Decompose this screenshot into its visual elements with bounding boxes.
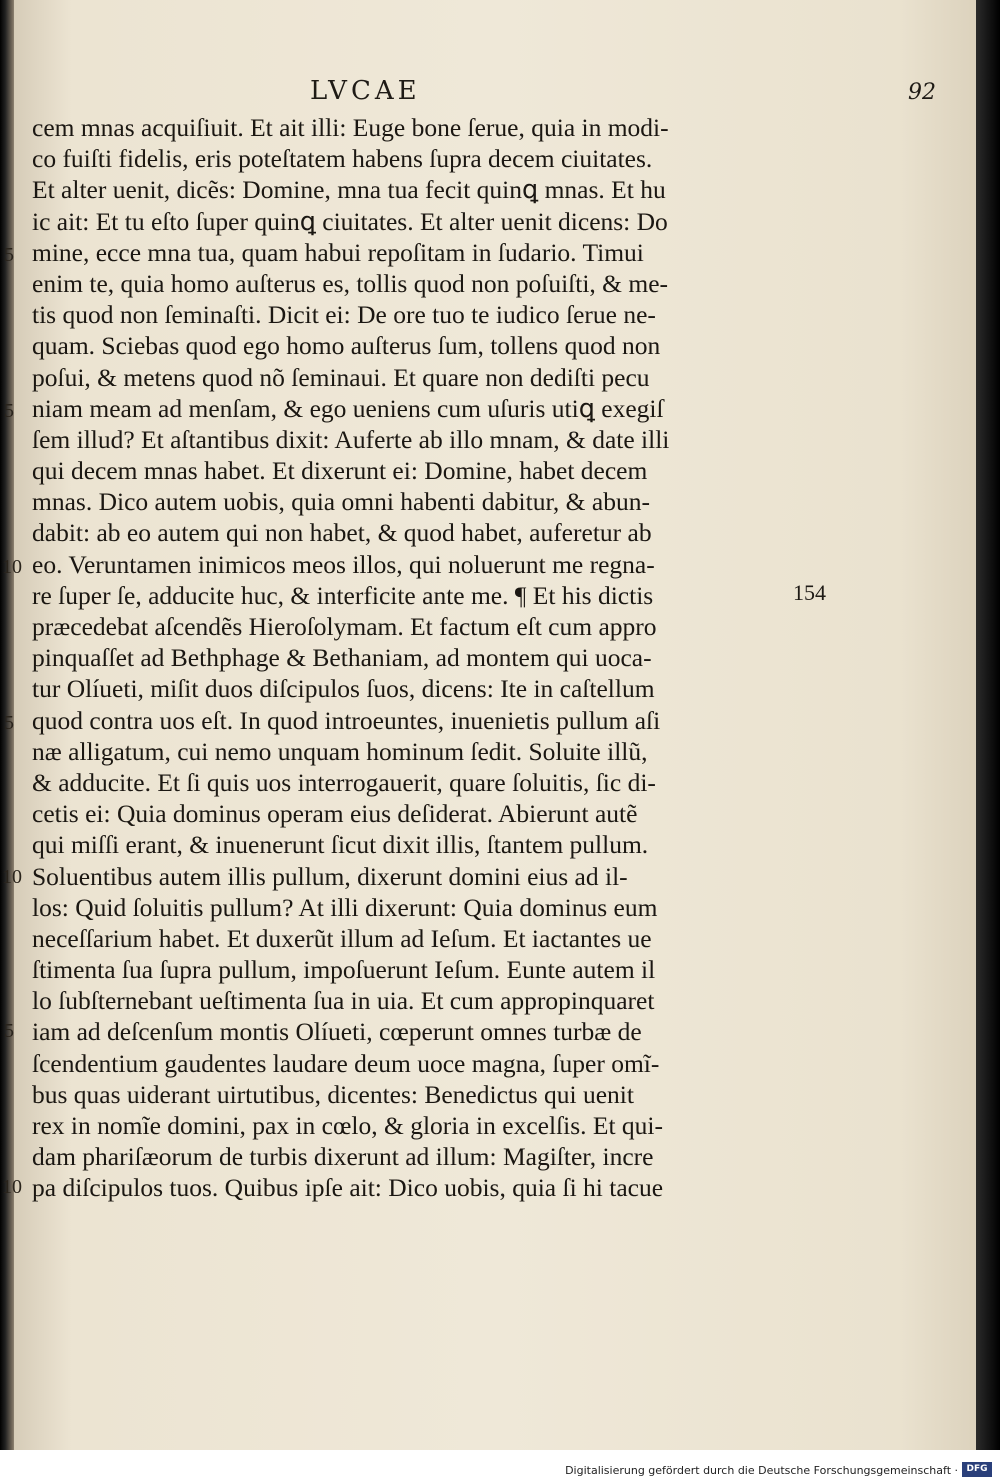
text-line: næ alligatum, cui nemo unquam hominum ſedit. Soluite illũ, [32,736,648,766]
text-line: re ſuper ſe, adducite huc, & interficite ante me. ¶ Et his dictis [32,580,654,610]
text-line: co fuiſti fidelis, eris poteſtatem habens ſupra decem ciuitates. [32,144,653,174]
margin-section-number: 154 [793,580,826,605]
digitization-credit: Digitalisierung gefördert durch die Deutsche Forschungsgemeinschaft · [565,1464,958,1477]
text-line: neceſſarium habet. Et duxerũt illum ad Ieſum. Et iactantes ue [32,923,652,953]
text-line: dabit: ab eo autem qui non habet, & quod habet, auferetur ab [32,518,652,548]
text-line: eo. Veruntamen inimicos meos illos, qui noluerunt me regna- [32,549,655,579]
left-margin-mark: 5 [4,712,14,734]
left-margin-mark: 5 [4,400,14,422]
text-line: cem mnas acquiſiuit. Et ait illi: Euge bone ſerue, quia in modi- [32,113,669,142]
text-line: quam. Sciebas quod ego homo auſterus ſum, tollens quod non [32,331,661,361]
text-line: los: Quid ſoluitis pullum? At illi dixerunt: Quia dominus eum [32,892,658,922]
text-line: ſem illud? Et aſtantibus dixit: Auferte ab illo mnam, & date illi [32,424,670,454]
text-line: quod contra uos eſt. In quod introeuntes, inuenietis pullum aſi [32,705,661,735]
text-line: qui miſſi erant, & inuenerunt ſicut dixit illis, ſtantem pullum. [32,830,649,860]
scan-border-right [976,0,1000,1450]
text-line: qui decem mnas habet. Et dixerunt ei: Domine, habet decem [32,456,648,486]
text-line: poſui, & metens quod nõ ſeminaui. Et quare non dediſti pecu [32,362,650,392]
text-line: pa diſcipulos tuos. Quibus ipſe ait: Dico uobis, quia ſi hi tacue [32,1173,664,1203]
text-line: ſtimenta ſua ſupra pullum, impoſuerunt Ieſum. Eunte autem il [32,955,656,985]
dfg-logo-icon: DFG [962,1462,992,1477]
text-line: mnas. Dico autem uobis, quia omni habenti dabitur, & abun- [32,487,650,517]
page-number: 92 [908,80,936,105]
left-margin-mark: 5 [4,1020,14,1042]
footer-bar [0,1450,1000,1482]
text-line: iam ad deſcenſum montis Olíueti, cœperunt omnes turbæ de [32,1017,642,1047]
text-line: rex in nomĩe domini, pax in cœlo, & gloria in excelſis. Et qui- [32,1111,664,1140]
text-line: tis quod non ſeminaſti. Dicit ei: De ore tuo te iudico ſerue ne- [32,300,656,330]
text-line: ic ait: Et tu eſto ſuper quinꝗ ciuitates. Et alter uenit dicens: Do [32,206,668,236]
text-line: Et alter uenit, dicẽs: Domine, mna tua fecit quinꝗ mnas. Et hu [32,175,666,205]
text-line: enim te, quia homo auſterus es, tollis quod non poſuiſti, & me- [32,268,669,298]
text-line: dam phariſæorum de turbis dixerunt ad illum: Magiſter, incre [32,1142,654,1172]
left-margin-mark: 10 [2,866,22,888]
text-line: cetis ei: Quia dominus operam eius deſiderat. Abierunt autẽ [32,799,638,829]
running-head: LVCAE [310,76,421,106]
left-margin-mark: 10 [2,1176,22,1198]
text-line: mine, ecce mna tua, quam habui repoſitam in ſudario. Timui [32,237,644,267]
left-margin-mark: 5 [4,244,14,266]
text-line: pinquaſſet ad Bethphage & Bethaniam, ad montem qui uoca- [32,643,652,673]
text-line: & adducite. Et ſi quis uos interrogauerit, quare ſoluitis, ſic di- [32,767,656,797]
text-line: Soluentibus autem illis pullum, dixerunt domini eius ad il- [32,861,628,891]
text-line: tur Olíueti, miſit duos diſcipulos ſuos, dicens: Ite in caſtellum [32,674,655,704]
text-block [32,112,792,1204]
text-line: præcedebat aſcendẽs Hieroſolymam. Et factum eſt cum appro [32,612,657,641]
text-line: niam meam ad menſam, & ego ueniens cum uſuris utiꝗ exegiſ [32,393,664,423]
text-line: lo ſubſternebant ueſtimenta ſua in uia. Et cum appropinquaret [32,986,655,1016]
text-line: bus quas uiderant uirtutibus, dicentes: Benedictus qui uenit [32,1079,634,1109]
text-line: ſcendentium gaudentes laudare deum uoce magna, ſuper omĩ- [32,1048,660,1078]
left-margin-mark: 10 [2,556,22,578]
